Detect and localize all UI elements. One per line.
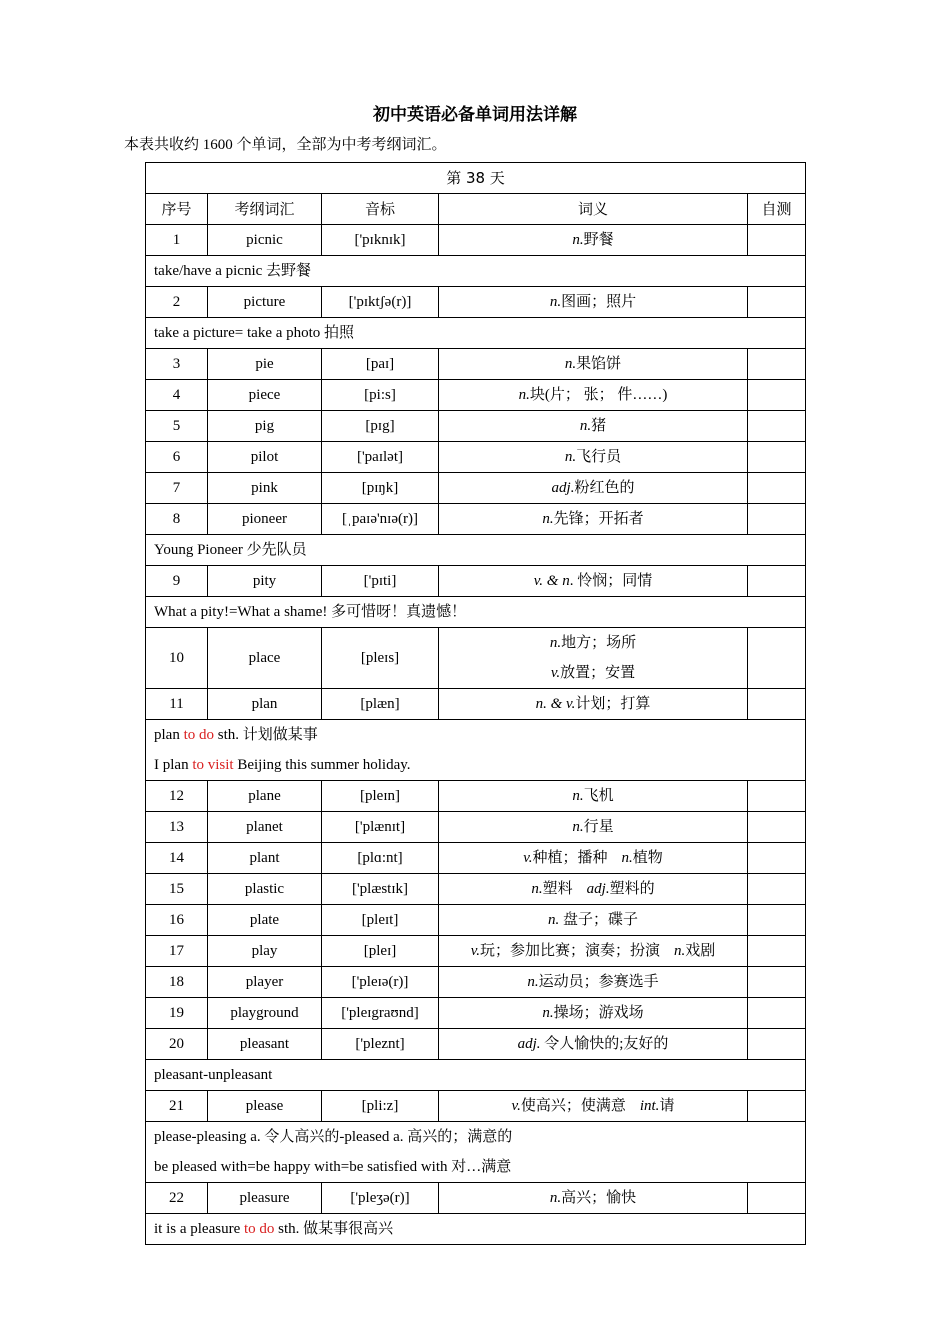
part-of-speech: n.: [549, 635, 562, 651]
word-row: [146, 349, 806, 380]
word-row: [146, 781, 806, 812]
word-row: [146, 905, 806, 936]
meaning-text: 植物: [632, 850, 663, 866]
meaning-text: 高兴；愉快: [561, 1190, 637, 1206]
phonetic: [pɪg]: [322, 411, 439, 442]
document-title: 初中英语必备单词用法详解: [373, 105, 577, 125]
part-of-speech: v.: [511, 1098, 521, 1114]
word-row: [146, 628, 806, 689]
word-meaning: [439, 473, 748, 504]
word-meaning: [439, 1183, 748, 1214]
word-number: 4: [146, 380, 208, 411]
part-of-speech: n.: [579, 418, 592, 434]
meaning-text: 玩；参加比赛；演奏；扮演: [480, 943, 661, 959]
header-phonetic: 音标: [322, 194, 439, 225]
usage-note: [146, 1122, 806, 1183]
self-test-cell: [748, 843, 806, 874]
vocab-word: plane: [208, 781, 322, 812]
part-of-speech: n.: [518, 387, 530, 403]
word-number: 13: [146, 812, 208, 843]
self-test-cell: [748, 936, 806, 967]
self-test-cell: [748, 812, 806, 843]
vocab-word: pie: [208, 349, 322, 380]
highlighted-phrase: to do: [243, 1221, 275, 1237]
word-number: 18: [146, 967, 208, 998]
vocab-word: planet: [208, 812, 322, 843]
usage-note: take/have a picnic 去野餐: [146, 256, 806, 287]
vocab-word: plastic: [208, 874, 322, 905]
vocab-word: piece: [208, 380, 322, 411]
word-meaning: [439, 967, 748, 998]
part-of-speech: n.: [547, 912, 560, 928]
usage-note: What a pity!=What a shame! 多可惜呀！真遗憾！: [146, 597, 806, 628]
word-number: 17: [146, 936, 208, 967]
word-row: [146, 380, 806, 411]
meaning-text: 先锋；开拓者: [553, 511, 644, 527]
meaning-text: 猪: [591, 418, 607, 434]
vocab-word: playground: [208, 998, 322, 1029]
highlighted-phrase: to do: [183, 727, 214, 743]
self-test-cell: [748, 967, 806, 998]
word-meaning: [439, 225, 748, 256]
word-meaning: [439, 380, 748, 411]
meaning-text: 计划；打算: [575, 696, 651, 712]
word-row: [146, 225, 806, 256]
word-number: 21: [146, 1091, 208, 1122]
word-number: 16: [146, 905, 208, 936]
meaning-text: 飞机: [583, 788, 614, 804]
word-meaning: [439, 287, 748, 318]
word-number: 3: [146, 349, 208, 380]
part-of-speech: adj.: [517, 1036, 541, 1052]
vocab-word: place: [208, 628, 322, 689]
header-row: [146, 194, 806, 225]
vocab-word: plant: [208, 843, 322, 874]
note-text: be pleased with=be happy with=be satisfied with 对…满意: [154, 1159, 512, 1175]
phonetic: [pleɪn]: [322, 781, 439, 812]
vocab-word: picnic: [208, 225, 322, 256]
meaning-text: 令人愉快的;友好的: [540, 1036, 669, 1052]
word-row: [146, 967, 806, 998]
usage-note: [146, 720, 806, 781]
word-number: 6: [146, 442, 208, 473]
usage-note-line: [154, 1122, 797, 1152]
word-meaning: [439, 812, 748, 843]
meaning-text: 塑料的: [609, 881, 655, 897]
vocabulary-table: [145, 162, 806, 1245]
self-test-cell: [748, 349, 806, 380]
word-number: 19: [146, 998, 208, 1029]
phonetic: ['plænɪt]: [322, 812, 439, 843]
part-of-speech: n.: [621, 850, 633, 866]
meaning-line: [447, 628, 739, 658]
self-test-cell: [748, 905, 806, 936]
day-label: 第 38 天: [146, 163, 806, 194]
self-test-cell: [748, 1091, 806, 1122]
part-of-speech: v.: [523, 850, 533, 866]
word-number: 2: [146, 287, 208, 318]
meaning-text: 块(片； 张； 件……): [529, 387, 668, 403]
self-test-cell: [748, 689, 806, 720]
phonetic: ['pleɪgraʊnd]: [322, 998, 439, 1029]
vocab-word: pig: [208, 411, 322, 442]
phonetic: ['pleɪə(r)]: [322, 967, 439, 998]
phonetic: ['plæstɪk]: [322, 874, 439, 905]
note-text: I plan: [154, 757, 193, 773]
part-of-speech: n.: [527, 974, 539, 990]
part-of-speech: n.: [549, 294, 562, 310]
header-meaning: 词义: [439, 194, 748, 225]
word-row: [146, 998, 806, 1029]
word-number: 11: [146, 689, 208, 720]
word-row: [146, 442, 806, 473]
vocab-word: player: [208, 967, 322, 998]
usage-note-line: [154, 750, 797, 780]
part-of-speech: v.: [470, 943, 480, 959]
phonetic: [pɪŋk]: [322, 473, 439, 504]
vocab-word: pink: [208, 473, 322, 504]
self-test-cell: [748, 1029, 806, 1060]
meaning-text: 戏剧: [685, 943, 716, 959]
word-meaning: [439, 998, 748, 1029]
part-of-speech: n.: [572, 788, 584, 804]
meaning-text: 图画；照片: [561, 294, 637, 310]
word-meaning: [439, 566, 748, 597]
word-number: 7: [146, 473, 208, 504]
usage-note: Young Pioneer 少先队员: [146, 535, 806, 566]
self-test-cell: [748, 225, 806, 256]
meaning-line: [447, 658, 739, 688]
meaning-text: 地方；场所: [561, 635, 637, 651]
part-of-speech: int.: [639, 1098, 660, 1114]
meaning-text: 放置；安置: [560, 665, 636, 681]
meaning-text: 塑料: [542, 881, 573, 897]
phonetic: [pli:z]: [322, 1091, 439, 1122]
word-number: 14: [146, 843, 208, 874]
self-test-cell: [748, 1183, 806, 1214]
note-text: Beijing this summer holiday.: [233, 757, 411, 773]
self-test-cell: [748, 628, 806, 689]
word-row: [146, 1183, 806, 1214]
word-meaning: [439, 1091, 748, 1122]
word-number: 12: [146, 781, 208, 812]
self-test-cell: [748, 874, 806, 905]
word-meaning: [439, 1029, 748, 1060]
word-row: [146, 411, 806, 442]
vocab-word: please: [208, 1091, 322, 1122]
phonetic: ['pɪktʃə(r)]: [322, 287, 439, 318]
word-meaning: [439, 936, 748, 967]
phonetic: [pleɪ]: [322, 936, 439, 967]
phonetic: [paɪ]: [322, 349, 439, 380]
usage-note-line: [154, 720, 797, 750]
meaning-text: 运动员；参赛选手: [538, 974, 659, 990]
word-row: [146, 936, 806, 967]
phonetic: [ˌpaɪə'nɪə(r)]: [322, 504, 439, 535]
usage-note-line: [154, 1214, 797, 1244]
vocab-word: pioneer: [208, 504, 322, 535]
usage-note-row: [146, 318, 806, 349]
usage-note: [146, 1214, 806, 1245]
phonetic: ['pɪti]: [322, 566, 439, 597]
part-of-speech: n.: [542, 511, 554, 527]
part-of-speech: n.: [542, 1005, 554, 1021]
header-num: 序号: [146, 194, 208, 225]
meaning-text: 盘子；碟子: [559, 912, 638, 928]
word-number: 9: [146, 566, 208, 597]
note-text: please-pleasing a. 令人高兴的-pleased a. 高兴的；满意的: [154, 1129, 513, 1145]
meaning-text: . 怜悯；同情: [569, 573, 653, 589]
note-text: plan: [154, 727, 184, 743]
word-row: [146, 566, 806, 597]
word-row: [146, 1091, 806, 1122]
part-of-speech: n.: [564, 449, 577, 465]
phonetic: [plɑ:nt]: [322, 843, 439, 874]
part-of-speech: n.: [572, 232, 584, 248]
word-meaning: [439, 411, 748, 442]
phonetic: ['pɪknɪk]: [322, 225, 439, 256]
part-of-speech: adj.: [586, 881, 610, 897]
part-of-speech: v. & n: [533, 573, 570, 589]
word-meaning: [439, 442, 748, 473]
day-row: [146, 163, 806, 194]
phonetic: ['pleznt]: [322, 1029, 439, 1060]
meaning-text: 飞行员: [576, 449, 622, 465]
word-number: 20: [146, 1029, 208, 1060]
word-row: [146, 874, 806, 905]
note-text: sth. 做某事很高兴: [274, 1221, 394, 1237]
intro-text: 本表共收约 1600 个单词，全部为中考考纲词汇。: [124, 137, 447, 153]
word-meaning: [439, 843, 748, 874]
meaning-text: 种植；播种: [532, 850, 608, 866]
phonetic: ['paɪlət]: [322, 442, 439, 473]
self-test-cell: [748, 442, 806, 473]
part-of-speech: n.: [549, 1190, 562, 1206]
word-row: [146, 689, 806, 720]
self-test-cell: [748, 566, 806, 597]
self-test-cell: [748, 411, 806, 442]
part-of-speech: n.: [572, 819, 584, 835]
part-of-speech: v.: [550, 665, 561, 681]
phonetic: [pleɪs]: [322, 628, 439, 689]
vocab-word: pity: [208, 566, 322, 597]
word-row: [146, 287, 806, 318]
word-meaning: [439, 781, 748, 812]
meaning-text: 行星: [583, 819, 614, 835]
word-meaning: [439, 504, 748, 535]
part-of-speech: adj.: [551, 480, 575, 496]
vocab-word: play: [208, 936, 322, 967]
meaning-text: 使高兴；使满意: [520, 1098, 626, 1114]
usage-note-row: [146, 1122, 806, 1183]
self-test-cell: [748, 781, 806, 812]
usage-note-row: [146, 535, 806, 566]
vocab-word: pleasure: [208, 1183, 322, 1214]
part-of-speech: n. & v.: [535, 696, 576, 712]
phonetic: ['pleʒə(r)]: [322, 1183, 439, 1214]
part-of-speech: n.: [531, 881, 543, 897]
word-meaning: [439, 905, 748, 936]
meaning-text: 粉红色的: [574, 480, 635, 496]
header-word: 考纲词汇: [208, 194, 322, 225]
self-test-cell: [748, 287, 806, 318]
word-row: [146, 1029, 806, 1060]
phonetic: [plæn]: [322, 689, 439, 720]
word-meaning: [439, 874, 748, 905]
word-meaning: [439, 349, 748, 380]
meaning-text: 操场；游戏场: [553, 1005, 644, 1021]
vocab-word: plan: [208, 689, 322, 720]
vocab-word: plate: [208, 905, 322, 936]
part-of-speech: n.: [564, 356, 577, 372]
word-number: 10: [146, 628, 208, 689]
highlighted-phrase: to visit: [192, 757, 234, 773]
usage-note-row: [146, 720, 806, 781]
word-row: [146, 504, 806, 535]
word-meaning: [439, 689, 748, 720]
usage-note-line: [154, 1152, 797, 1182]
meaning-text: 请: [659, 1098, 675, 1114]
meaning-text: 果馅饼: [576, 356, 622, 372]
word-number: 5: [146, 411, 208, 442]
note-text: sth. 计划做某事: [214, 727, 318, 743]
self-test-cell: [748, 998, 806, 1029]
usage-note-row: [146, 597, 806, 628]
word-number: 8: [146, 504, 208, 535]
word-row: [146, 473, 806, 504]
word-row: [146, 812, 806, 843]
word-row: [146, 843, 806, 874]
phonetic: [pleɪt]: [322, 905, 439, 936]
word-number: 22: [146, 1183, 208, 1214]
usage-note: pleasant-unpleasant: [146, 1060, 806, 1091]
vocab-word: pilot: [208, 442, 322, 473]
meaning-text: 野餐: [583, 232, 614, 248]
phonetic: [pi:s]: [322, 380, 439, 411]
self-test-cell: [748, 504, 806, 535]
self-test-cell: [748, 473, 806, 504]
usage-note: take a picture= take a photo 拍照: [146, 318, 806, 349]
vocab-word: pleasant: [208, 1029, 322, 1060]
usage-note-row: [146, 1214, 806, 1245]
part-of-speech: n.: [674, 943, 686, 959]
word-number: 1: [146, 225, 208, 256]
usage-note-row: [146, 256, 806, 287]
note-text: it is a pleasure: [154, 1221, 244, 1237]
usage-note-row: [146, 1060, 806, 1091]
word-meaning: [439, 628, 748, 689]
word-number: 15: [146, 874, 208, 905]
header-test: 自测: [748, 194, 806, 225]
self-test-cell: [748, 380, 806, 411]
vocab-word: picture: [208, 287, 322, 318]
